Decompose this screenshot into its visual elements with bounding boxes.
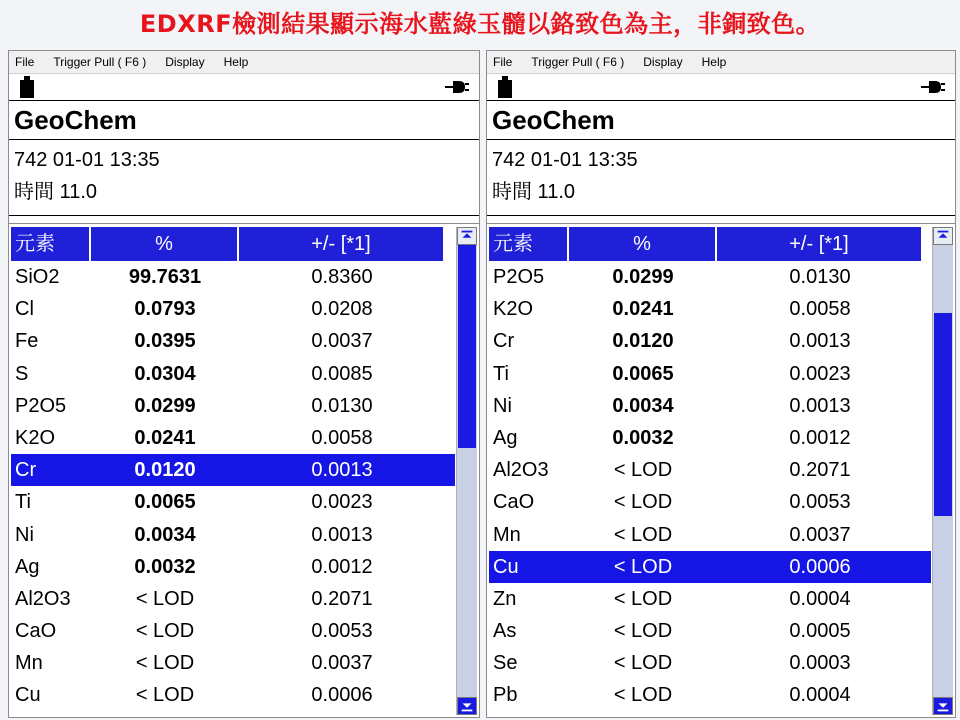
geochem-panel-left	[8, 50, 480, 718]
table-row[interactable]	[489, 454, 931, 486]
element-cell: Pb	[493, 684, 518, 707]
table-body	[11, 261, 455, 712]
element-cell: CaO	[15, 620, 57, 643]
table-row[interactable]	[489, 647, 931, 679]
menu-file[interactable]: File	[493, 55, 513, 69]
percent-cell: < LOD	[613, 491, 673, 514]
element-cell: Cr	[493, 330, 515, 353]
error-cell: 0.0006	[789, 555, 851, 578]
table-row[interactable]	[11, 390, 455, 422]
error-cell: 0.0006	[311, 684, 373, 707]
error-cell: 0.0208	[311, 298, 373, 321]
element-cell: Ag	[15, 555, 40, 578]
element-cell: Se	[493, 652, 518, 675]
element-cell: SiO2	[15, 266, 60, 288]
error-cell: 0.0130	[311, 394, 373, 417]
error-cell: 0.0012	[789, 426, 851, 449]
error-cell: 0.0013	[789, 394, 851, 417]
results-table	[11, 224, 455, 717]
element-cell: Ni	[493, 394, 512, 417]
element-cell: Ag	[493, 426, 518, 449]
table-row[interactable]	[11, 422, 455, 454]
table-row[interactable]	[489, 293, 931, 325]
element-cell: Al2O3	[493, 459, 549, 482]
percent-cell: 0.0395	[134, 330, 196, 353]
table-row[interactable]	[11, 486, 455, 518]
element-cell: S	[15, 362, 29, 385]
table-row[interactable]	[11, 358, 455, 390]
power-plug-icon	[445, 79, 469, 95]
percent-cell: < LOD	[135, 652, 195, 675]
percent-cell: 0.0241	[134, 426, 196, 449]
table-body	[489, 261, 931, 712]
menu-help[interactable]: Help	[223, 55, 249, 69]
menu-display[interactable]: Display	[643, 55, 683, 69]
app-title: GeoChem	[487, 100, 955, 140]
error-cell: 0.0058	[311, 426, 373, 449]
table-row[interactable]	[489, 325, 931, 357]
error-cell: 0.0037	[789, 523, 851, 546]
percent-cell: 0.0120	[612, 330, 674, 353]
element-cell: Ti	[493, 362, 509, 385]
menu-trigger-pull[interactable]: Trigger Pull ( F6 )	[531, 55, 625, 69]
error-cell: 0.2071	[789, 459, 851, 482]
status-icon-bar	[487, 74, 955, 100]
column-header-element[interactable]: 元素	[11, 227, 91, 261]
vertical-scrollbar[interactable]	[456, 227, 477, 715]
error-cell: 0.0013	[311, 459, 373, 482]
error-cell: 0.0003	[789, 652, 851, 675]
element-cell: Zn	[493, 587, 517, 610]
measurement-info	[487, 140, 955, 216]
results-table	[489, 224, 931, 717]
table-row[interactable]	[489, 261, 931, 293]
error-cell: 0.0004	[789, 587, 851, 610]
percent-cell: 99.7631	[128, 266, 202, 288]
percent-cell: < LOD	[613, 459, 673, 482]
percent-cell: 0.0120	[134, 459, 196, 482]
percent-cell: < LOD	[613, 652, 673, 675]
element-cell: Mn	[15, 652, 43, 675]
battery-icon	[495, 76, 515, 98]
element-cell: Al2O3	[15, 587, 71, 610]
element-cell: Cl	[15, 298, 34, 321]
error-cell: 0.0012	[311, 555, 373, 578]
error-cell: 0.0023	[311, 491, 373, 514]
element-cell: As	[493, 620, 517, 643]
table-row[interactable]	[489, 615, 931, 647]
error-cell: 0.0053	[789, 491, 851, 514]
percent-cell: 0.0065	[134, 491, 196, 514]
menu-display[interactable]: Display	[165, 55, 205, 69]
element-cell: P2O5	[493, 266, 545, 288]
table-row[interactable]	[489, 519, 931, 551]
percent-cell: 0.0241	[612, 298, 674, 321]
percent-cell: < LOD	[135, 587, 195, 610]
menu-bar	[487, 51, 955, 74]
percent-cell: 0.0793	[134, 298, 196, 321]
element-cell: K2O	[15, 426, 56, 449]
error-cell: 0.0037	[311, 652, 373, 675]
column-header-percent[interactable]: %	[91, 227, 239, 261]
element-cell: Ni	[15, 523, 34, 546]
scroll-up-arrow-icon[interactable]	[457, 227, 477, 245]
table-row[interactable]	[11, 679, 455, 711]
percent-cell: < LOD	[135, 620, 195, 643]
table-row[interactable]	[11, 551, 455, 583]
percent-cell: < LOD	[613, 684, 673, 707]
table-row[interactable]	[11, 293, 455, 325]
element-cell: Cr	[15, 459, 37, 482]
table-row[interactable]	[489, 422, 931, 454]
element-cell: Ti	[15, 491, 31, 514]
error-cell: 0.0013	[311, 523, 373, 546]
error-cell: 0.0085	[311, 362, 373, 385]
reading-id-datetime: 742 01-01 13:35	[492, 149, 638, 171]
menu-bar	[9, 51, 479, 74]
measurement-time: 時間 11.0	[492, 181, 575, 203]
column-header-error[interactable]: +/- [*1]	[239, 227, 445, 261]
headline: EDXRF檢測結果顯示海水藍綠玉髓以鉻致色為主，非銅致色。	[139, 10, 821, 38]
app-title: GeoChem	[9, 100, 479, 140]
table-header	[489, 227, 931, 261]
error-cell: 0.0058	[789, 298, 851, 321]
scroll-down-arrow-icon[interactable]	[457, 697, 477, 715]
status-icon-bar	[9, 74, 479, 100]
column-header-percent[interactable]: %	[569, 227, 717, 261]
table-row[interactable]	[11, 519, 455, 551]
percent-cell: 0.0065	[612, 362, 674, 385]
element-cell: Mn	[493, 523, 521, 546]
scroll-up-arrow-icon[interactable]	[933, 227, 953, 245]
error-cell: 0.0013	[789, 330, 851, 353]
error-cell: 0.0037	[311, 330, 373, 353]
percent-cell: < LOD	[613, 523, 673, 546]
menu-help[interactable]: Help	[701, 55, 727, 69]
element-cell: Cu	[15, 684, 41, 707]
table-row[interactable]	[489, 358, 931, 390]
table-row[interactable]	[11, 325, 455, 357]
vertical-scrollbar[interactable]	[932, 227, 953, 715]
percent-cell: 0.0032	[612, 426, 674, 449]
menu-file[interactable]: File	[15, 55, 35, 69]
table-header	[11, 227, 455, 261]
table-row[interactable]	[11, 583, 455, 615]
scrollbar-thumb[interactable]	[934, 313, 952, 516]
percent-cell: 0.0034	[612, 394, 674, 417]
table-row-selected[interactable]	[489, 551, 931, 583]
table-row[interactable]	[489, 583, 931, 615]
scroll-down-arrow-icon[interactable]	[933, 697, 953, 715]
element-cell: P2O5	[15, 394, 67, 417]
error-cell: 0.0005	[789, 620, 851, 643]
error-cell: 0.8360	[311, 266, 373, 288]
table-row[interactable]	[11, 261, 455, 293]
error-cell: 0.0023	[789, 362, 851, 385]
scrollbar-thumb[interactable]	[458, 245, 476, 448]
table-row[interactable]	[489, 390, 931, 422]
error-cell: 0.0130	[789, 266, 851, 288]
results-table-area	[487, 223, 955, 717]
percent-cell: 0.0032	[134, 555, 196, 578]
element-cell: CaO	[493, 491, 535, 514]
table-row[interactable]	[11, 615, 455, 647]
percent-cell: < LOD	[613, 555, 673, 578]
results-table-area	[9, 223, 479, 717]
error-cell: 0.2071	[311, 587, 373, 610]
geochem-panel-right	[486, 50, 956, 718]
error-cell: 0.0053	[311, 620, 373, 643]
power-plug-icon	[921, 79, 945, 95]
table-row-selected[interactable]	[11, 454, 455, 486]
table-row[interactable]	[11, 647, 455, 679]
table-row[interactable]	[489, 679, 931, 711]
element-cell: K2O	[493, 298, 534, 321]
percent-cell: 0.0034	[134, 523, 196, 546]
percent-cell: 0.0304	[134, 362, 196, 385]
battery-icon	[17, 76, 37, 98]
reading-id-datetime: 742 01-01 13:35	[14, 149, 160, 171]
error-cell: 0.0004	[789, 684, 851, 707]
column-header-error[interactable]: +/- [*1]	[717, 227, 923, 261]
measurement-info	[9, 140, 479, 216]
menu-trigger-pull[interactable]: Trigger Pull ( F6 )	[53, 55, 147, 69]
percent-cell: < LOD	[613, 620, 673, 643]
percent-cell: 0.0299	[612, 266, 674, 288]
percent-cell: 0.0299	[134, 394, 196, 417]
measurement-time: 時間 11.0	[14, 181, 97, 203]
percent-cell: < LOD	[613, 587, 673, 610]
table-row[interactable]	[489, 486, 931, 518]
element-cell: Fe	[15, 330, 39, 353]
column-header-element[interactable]: 元素	[489, 227, 569, 261]
element-cell: Cu	[493, 555, 519, 578]
percent-cell: < LOD	[135, 684, 195, 707]
